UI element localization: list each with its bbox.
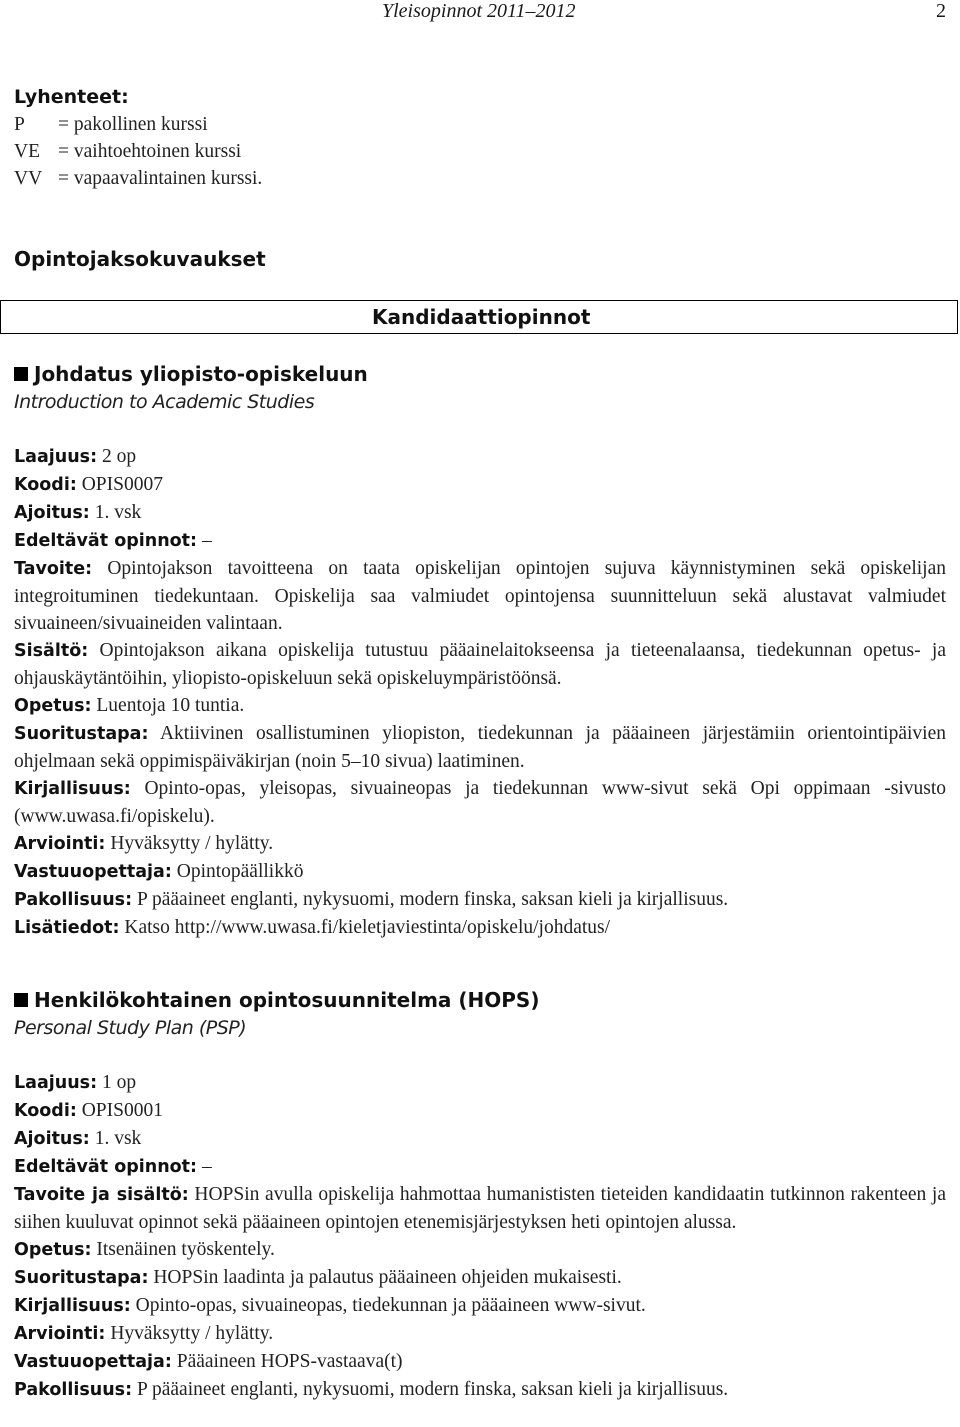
field-value: 1. vsk	[89, 502, 142, 523]
abbreviation-code: VE	[14, 141, 40, 162]
page-number: 2	[936, 0, 946, 22]
field-value: Opinto-opas, sivuaineopas, tiedekunnan ja pääaineen www-sivut.	[130, 1295, 646, 1316]
course-field	[14, 1153, 946, 1181]
field-label: Tavoite:	[14, 559, 93, 579]
field-label: Laajuus:	[14, 447, 98, 467]
abbreviation-row	[14, 138, 946, 165]
field-value: P pääaineet englanti, nykysuomi, modern finska, saksan kieli ja kirjallisuus.	[132, 889, 729, 910]
field-label: Sisältö:	[14, 641, 89, 661]
field-label: Edeltävät opinnot:	[14, 531, 198, 551]
course-block	[14, 360, 946, 942]
course-field	[14, 914, 946, 942]
field-value: Opinto-opas, yleisopas, sivuaineopas ja tiedekunnan www-sivut sekä Opi oppimaan -sivusto (www.uwasa.fi/opiskelu).	[14, 778, 946, 827]
field-label: Suoritustapa:	[14, 724, 149, 744]
field-value: Opintojakson aikana opiskelija tutustuu pääainelaitokseensa ja tieteenalaansa, tiedekunnan opetus- ja ohjauskäytäntöihin, yliopisto-opiskeluun sekä opiskeluympäristöönsä.	[14, 640, 946, 689]
course-subtitle: Personal Study Plan (PSP)	[14, 1017, 247, 1039]
course-field	[14, 1069, 946, 1097]
field-label: Tavoite ja sisältö:	[14, 1185, 189, 1205]
field-value: HOPSin laadinta ja palautus pääaineen ohjeiden mukaisesti.	[148, 1267, 622, 1288]
field-label: Kirjallisuus:	[14, 1296, 131, 1316]
abbreviation-description: = vapaavalintainen kurssi.	[58, 168, 263, 189]
field-value: 1 op	[97, 1072, 137, 1093]
field-value: Opintojakson tavoitteena on taata opiskelijan opintojen sujuva käynnistyminen sekä opiskelijan integroituminen tiedekuntaan. Opiskelija saa valmiudet opintojensa suunnitteluun sekä alustavat valmiudet sivuaineen/sivuaineiden valintaan.	[14, 558, 946, 634]
field-label: Pakollisuus:	[14, 890, 133, 910]
field-label: Arviointi:	[14, 834, 106, 854]
course-field	[14, 637, 946, 692]
field-value: OPIS0007	[76, 474, 163, 495]
field-label: Lisätiedot:	[14, 918, 120, 938]
course-field	[14, 555, 946, 637]
abbreviations-heading: Lyhenteet:	[14, 86, 129, 108]
field-value: Hyväksytty / hylätty.	[105, 833, 274, 854]
course-field	[14, 471, 946, 499]
course-field	[14, 1125, 946, 1153]
course-field	[14, 1348, 946, 1376]
field-label: Arviointi:	[14, 1324, 106, 1344]
course-field	[14, 1181, 946, 1236]
field-value: Opintopäällikkö	[171, 861, 304, 882]
field-label: Ajoitus:	[14, 503, 90, 523]
course-field	[14, 775, 946, 830]
abbreviation-code: P	[14, 114, 25, 135]
square-bullet-icon	[14, 367, 28, 381]
field-value: Pääaineen HOPS-vastaava(t)	[171, 1351, 403, 1372]
course-field	[14, 1236, 946, 1264]
abbreviation-description: = vaihtoehtoinen kurssi	[58, 141, 242, 162]
abbreviation-row	[14, 111, 946, 138]
course-subtitle: Introduction to Academic Studies	[14, 391, 315, 413]
field-value: HOPSin avulla opiskelija hahmottaa humanististen tieteiden kandidaatin tutkinnon rakenteen ja siihen kuuluvat opinnot sekä pääaineen opintojen etenemisjärjestyksen heti opintojen alussa.	[14, 1184, 947, 1233]
field-label: Laajuus:	[14, 1073, 98, 1093]
field-label: Opetus:	[14, 1240, 92, 1260]
course-field	[14, 1320, 946, 1348]
course-field	[14, 499, 946, 527]
field-label: Edeltävät opinnot:	[14, 1157, 198, 1177]
field-label: Pakollisuus:	[14, 1380, 133, 1400]
course-field	[14, 692, 946, 720]
field-value: P pääaineet englanti, nykysuomi, modern finska, saksan kieli ja kirjallisuus.	[132, 1379, 729, 1400]
section-title: Opintojaksokuvaukset	[14, 247, 266, 271]
course-title	[14, 986, 946, 1014]
abbreviation-row	[14, 165, 946, 192]
field-label: Koodi:	[14, 475, 77, 495]
field-label: Ajoitus:	[14, 1129, 90, 1149]
field-value: Hyväksytty / hylätty.	[105, 1323, 274, 1344]
course-field	[14, 1376, 946, 1404]
course-field	[14, 858, 946, 886]
running-header	[0, 0, 960, 22]
field-value: OPIS0001	[76, 1100, 163, 1121]
field-value: 1. vsk	[89, 1128, 142, 1149]
course-title	[14, 360, 946, 388]
field-label: Kirjallisuus:	[14, 779, 131, 799]
course-field	[14, 527, 946, 555]
field-label: Opetus:	[14, 696, 92, 716]
course-field	[14, 1292, 946, 1320]
field-value: Luentoja 10 tuntia.	[91, 695, 245, 716]
course-field	[14, 830, 946, 858]
field-value: –	[197, 1156, 212, 1177]
field-value: Itsenäinen työskentely.	[91, 1239, 275, 1260]
course-field	[14, 886, 946, 914]
field-value: –	[197, 530, 212, 551]
field-label: Vastuuopettaja:	[14, 862, 172, 882]
course-block	[14, 986, 946, 1404]
course-field	[14, 443, 946, 471]
square-bullet-icon	[14, 993, 28, 1007]
field-label: Suoritustapa:	[14, 1268, 149, 1288]
header-title: Yleisopinnot 2011–2012	[382, 0, 576, 22]
field-value: 2 op	[97, 446, 137, 467]
course-field	[14, 720, 946, 775]
course-field	[14, 1264, 946, 1292]
field-label: Vastuuopettaja:	[14, 1352, 172, 1372]
abbreviation-description: = pakollinen kurssi	[58, 114, 208, 135]
course-title-text: Henkilökohtainen opintosuunnitelma (HOPS)	[34, 988, 540, 1012]
course-title-text: Johdatus yliopisto-opiskeluun	[34, 362, 368, 386]
field-value: Aktiivinen osallistuminen yliopiston, tiedekunnan ja pääaineen järjestämiin orientointipäivien ohjelmaan sekä oppimispäiväkirjan (noin 5–10 sivua) laatiminen.	[14, 723, 946, 772]
section-box-label: Kandidaattiopinnot	[372, 305, 591, 329]
field-label: Koodi:	[14, 1101, 77, 1121]
course-field	[14, 1097, 946, 1125]
section-box	[0, 300, 958, 334]
intro-section	[14, 84, 946, 273]
abbreviation-code: VV	[14, 168, 43, 189]
field-value: Katso http://www.uwasa.fi/kieletjaviestinta/opiskelu/johdatus/	[119, 917, 611, 938]
